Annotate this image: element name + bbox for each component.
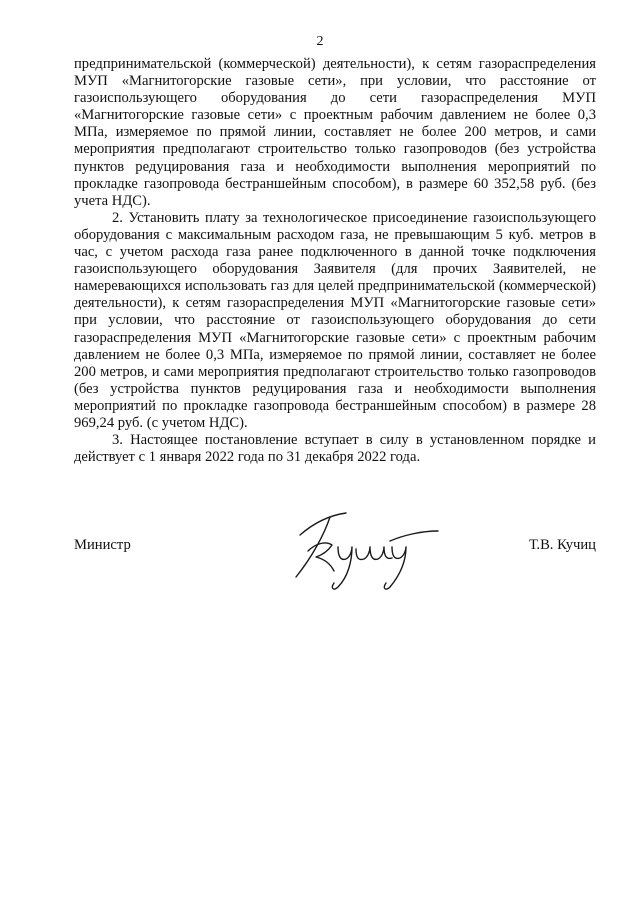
paragraph-continuation: предпринимательской (коммерческой) деятельности), к сетям газораспределения МУП «Магнитогорские газовые сети», при условии, что расстояние от газоиспользующего оборудования до сети газораспределения МУП «Магнитогорские газовые сети» с проектным рабочим давлением не более 0,3 МПа, измеряемое по прямой линии, составляет не более 200 метров, и сами мероприятия предполагают строительство только газопроводов (без устройства пунктов редуцирования газа и необходимости выполнения мероприятий по прокладке газопровода бестраншейным способом), в размере 60 352,58 руб. (без учета НДС). xyxy=(74,56,596,209)
handwritten-signature xyxy=(286,505,446,597)
paragraph-item-3: 3. Настоящее постановление вступает в силу в установленном порядке и действует с 1 января 2022 года по 31 декабря 2022 года. xyxy=(74,432,596,466)
document-body xyxy=(74,56,596,466)
signatory-title: Министр xyxy=(74,537,131,553)
signature-block xyxy=(74,505,596,595)
paragraph-item-2: 2. Установить плату за технологическое присоединение газоиспользующего оборудования с максимальным расходом газа, не превышающим 5 куб. метров в час, с учетом расхода газа ранее подключенного в данной точке подключения газоиспользующего оборудования Заявителя (для прочих Заявителей, не намеревающихся использовать газ для целей предпринимательской (коммерческой) деятельности), к сетям газораспределения МУП «Магнитогорские газовые сети» при условии, что расстояние от газоиспользующего оборудования до сети газораспределения МУП «Магнитогорские газовые сети» с проектным рабочим давлением не более 0,3 МПа, измеряемое по прямой линии, составляет не более 200 метров, и сами мероприятия предполагают строительство только газопроводов (без устройства пунктов редуцирования газа и необходимости выполнения мероприятий по прокладке газопровода бестраншейным способом) в размере 28 969,24 руб. (с учетом НДС). xyxy=(74,209,596,431)
signatory-name: Т.В. Кучиц xyxy=(528,537,596,553)
page-number: 2 xyxy=(316,34,324,49)
